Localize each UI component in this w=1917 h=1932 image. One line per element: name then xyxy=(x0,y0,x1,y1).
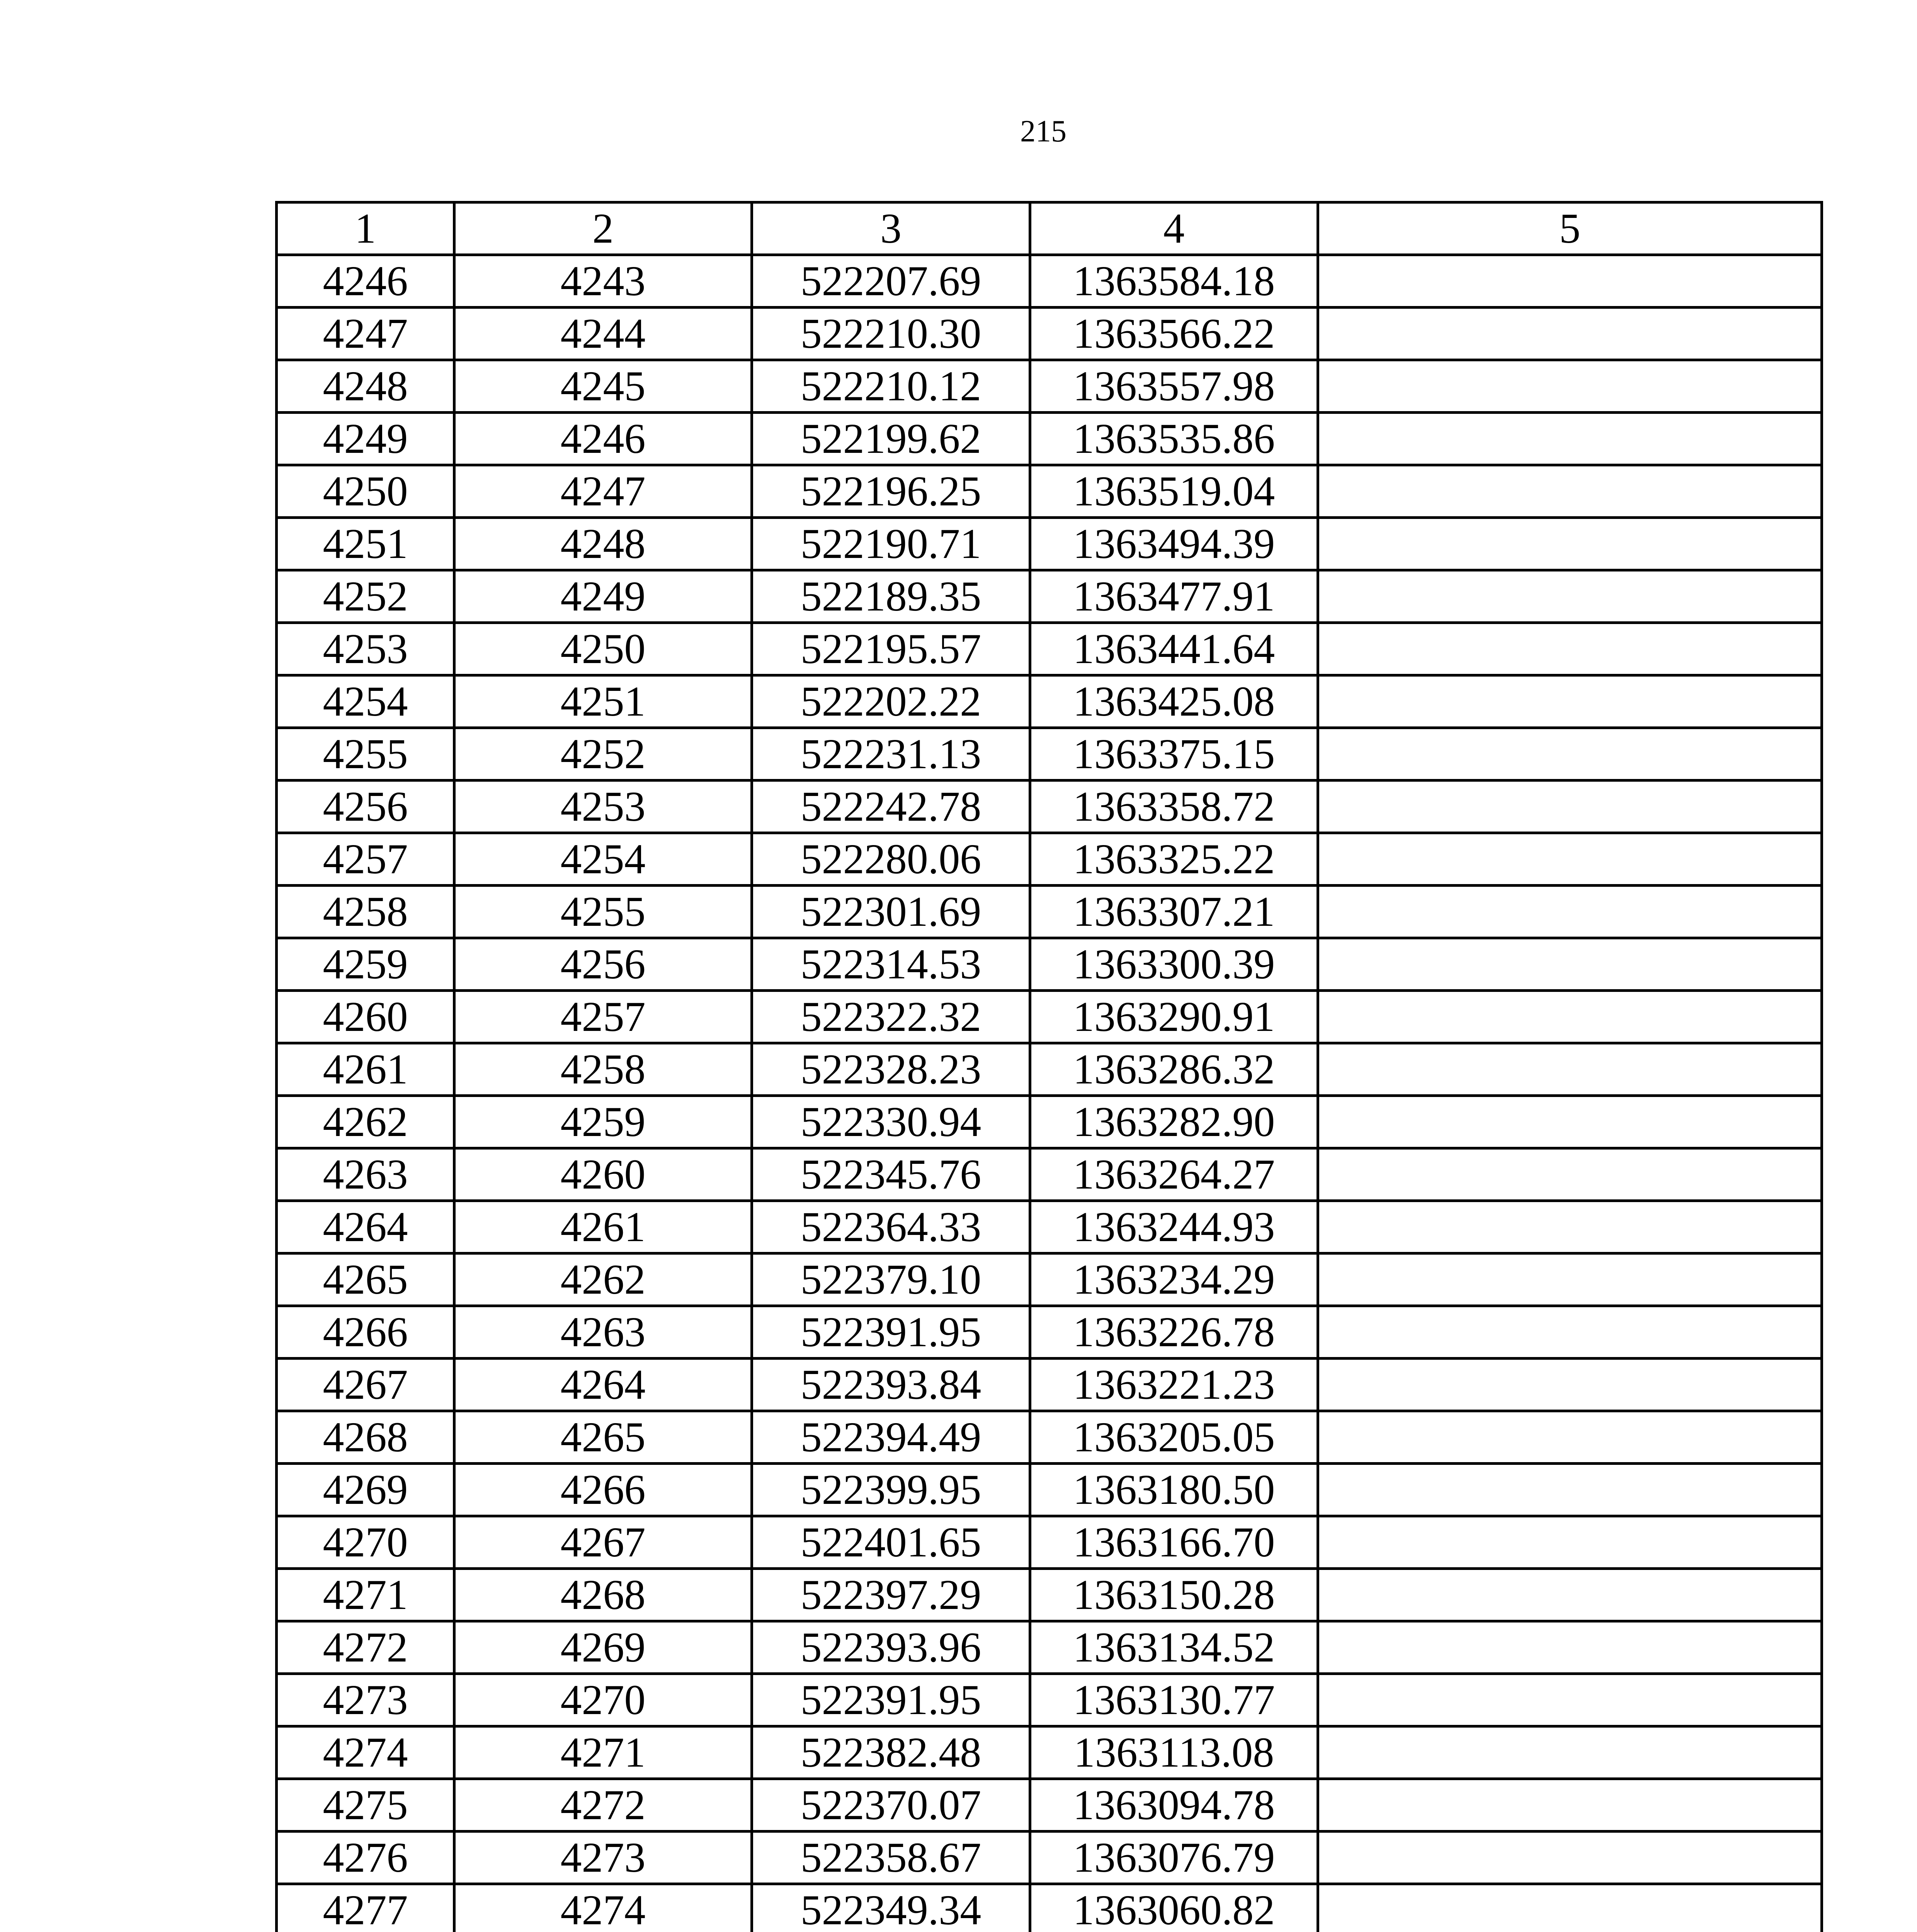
cell-point-number: 4273 xyxy=(277,1674,454,1726)
cell-note xyxy=(1318,1411,1822,1464)
table-row xyxy=(277,1148,1822,1201)
cell-previous-number: 4268 xyxy=(454,1569,752,1621)
cell-x-coordinate: 522394.49 xyxy=(752,1411,1030,1464)
cell-note xyxy=(1318,675,1822,728)
table-row xyxy=(277,1884,1822,1932)
table-row xyxy=(277,308,1822,360)
cell-note xyxy=(1318,360,1822,413)
cell-note xyxy=(1318,1464,1822,1516)
cell-x-coordinate: 522195.57 xyxy=(752,623,1030,675)
cell-y-coordinate: 1363094.78 xyxy=(1030,1779,1318,1832)
cell-point-number: 4258 xyxy=(277,886,454,938)
cell-y-coordinate: 1363290.91 xyxy=(1030,991,1318,1043)
cell-note xyxy=(1318,1096,1822,1148)
table-row xyxy=(277,728,1822,781)
cell-y-coordinate: 1363358.72 xyxy=(1030,781,1318,833)
cell-note xyxy=(1318,991,1822,1043)
cell-previous-number: 4256 xyxy=(454,938,752,991)
table-row xyxy=(277,1201,1822,1253)
cell-point-number: 4270 xyxy=(277,1516,454,1569)
cell-x-coordinate: 522189.35 xyxy=(752,570,1030,623)
cell-point-number: 4249 xyxy=(277,413,454,465)
cell-y-coordinate: 1363566.22 xyxy=(1030,308,1318,360)
cell-note xyxy=(1318,413,1822,465)
cell-point-number: 4266 xyxy=(277,1306,454,1359)
cell-x-coordinate: 522199.62 xyxy=(752,413,1030,465)
table-row xyxy=(277,1674,1822,1726)
table-body xyxy=(277,255,1822,1932)
table-row xyxy=(277,360,1822,413)
cell-previous-number: 4266 xyxy=(454,1464,752,1516)
cell-note xyxy=(1318,728,1822,781)
cell-note xyxy=(1318,1726,1822,1779)
cell-previous-number: 4252 xyxy=(454,728,752,781)
cell-y-coordinate: 1363205.05 xyxy=(1030,1411,1318,1464)
column-header-2: 2 xyxy=(454,202,752,255)
cell-point-number: 4252 xyxy=(277,570,454,623)
cell-y-coordinate: 1363557.98 xyxy=(1030,360,1318,413)
cell-y-coordinate: 1363221.23 xyxy=(1030,1359,1318,1411)
cell-y-coordinate: 1363226.78 xyxy=(1030,1306,1318,1359)
table-row xyxy=(277,1621,1822,1674)
cell-y-coordinate: 1363150.28 xyxy=(1030,1569,1318,1621)
cell-note xyxy=(1318,1516,1822,1569)
cell-y-coordinate: 1363519.04 xyxy=(1030,465,1318,518)
cell-previous-number: 4262 xyxy=(454,1253,752,1306)
page-number: 215 xyxy=(1020,114,1067,148)
cell-x-coordinate: 522382.48 xyxy=(752,1726,1030,1779)
cell-y-coordinate: 1363130.77 xyxy=(1030,1674,1318,1726)
cell-previous-number: 4258 xyxy=(454,1043,752,1096)
cell-point-number: 4268 xyxy=(277,1411,454,1464)
header-row xyxy=(277,202,1822,255)
cell-y-coordinate: 1363375.15 xyxy=(1030,728,1318,781)
table-row xyxy=(277,623,1822,675)
cell-previous-number: 4257 xyxy=(454,991,752,1043)
cell-note xyxy=(1318,833,1822,886)
cell-note xyxy=(1318,1621,1822,1674)
table-row xyxy=(277,1779,1822,1832)
cell-x-coordinate: 522210.30 xyxy=(752,308,1030,360)
cell-point-number: 4277 xyxy=(277,1884,454,1932)
table-row xyxy=(277,570,1822,623)
cell-x-coordinate: 522397.29 xyxy=(752,1569,1030,1621)
cell-point-number: 4257 xyxy=(277,833,454,886)
cell-y-coordinate: 1363300.39 xyxy=(1030,938,1318,991)
cell-previous-number: 4261 xyxy=(454,1201,752,1253)
cell-previous-number: 4247 xyxy=(454,465,752,518)
cell-y-coordinate: 1363180.50 xyxy=(1030,1464,1318,1516)
cell-x-coordinate: 522391.95 xyxy=(752,1674,1030,1726)
table-row xyxy=(277,833,1822,886)
cell-note xyxy=(1318,518,1822,570)
cell-previous-number: 4272 xyxy=(454,1779,752,1832)
cell-x-coordinate: 522379.10 xyxy=(752,1253,1030,1306)
cell-previous-number: 4264 xyxy=(454,1359,752,1411)
cell-point-number: 4267 xyxy=(277,1359,454,1411)
table-row xyxy=(277,938,1822,991)
cell-previous-number: 4259 xyxy=(454,1096,752,1148)
cell-x-coordinate: 522345.76 xyxy=(752,1148,1030,1201)
cell-note xyxy=(1318,465,1822,518)
cell-note xyxy=(1318,570,1822,623)
cell-y-coordinate: 1363286.32 xyxy=(1030,1043,1318,1096)
cell-point-number: 4269 xyxy=(277,1464,454,1516)
cell-x-coordinate: 522280.06 xyxy=(752,833,1030,886)
cell-x-coordinate: 522202.22 xyxy=(752,675,1030,728)
cell-note xyxy=(1318,255,1822,308)
cell-y-coordinate: 1363425.08 xyxy=(1030,675,1318,728)
cell-note xyxy=(1318,938,1822,991)
cell-previous-number: 4251 xyxy=(454,675,752,728)
cell-y-coordinate: 1363325.22 xyxy=(1030,833,1318,886)
table-row xyxy=(277,518,1822,570)
cell-previous-number: 4248 xyxy=(454,518,752,570)
cell-point-number: 4263 xyxy=(277,1148,454,1201)
cell-note xyxy=(1318,1832,1822,1884)
cell-point-number: 4254 xyxy=(277,675,454,728)
table-row xyxy=(277,465,1822,518)
cell-y-coordinate: 1363134.52 xyxy=(1030,1621,1318,1674)
cell-point-number: 4259 xyxy=(277,938,454,991)
cell-y-coordinate: 1363494.39 xyxy=(1030,518,1318,570)
cell-previous-number: 4244 xyxy=(454,308,752,360)
cell-point-number: 4265 xyxy=(277,1253,454,1306)
table-row xyxy=(277,1832,1822,1884)
cell-x-coordinate: 522393.96 xyxy=(752,1621,1030,1674)
cell-y-coordinate: 1363234.29 xyxy=(1030,1253,1318,1306)
cell-note xyxy=(1318,1306,1822,1359)
table-row xyxy=(277,255,1822,308)
cell-point-number: 4246 xyxy=(277,255,454,308)
cell-previous-number: 4253 xyxy=(454,781,752,833)
table-row xyxy=(277,1359,1822,1411)
table-row xyxy=(277,413,1822,465)
cell-point-number: 4251 xyxy=(277,518,454,570)
table-row xyxy=(277,1306,1822,1359)
cell-point-number: 4248 xyxy=(277,360,454,413)
cell-previous-number: 4274 xyxy=(454,1884,752,1932)
cell-point-number: 4272 xyxy=(277,1621,454,1674)
column-header-5: 5 xyxy=(1318,202,1822,255)
cell-x-coordinate: 522401.65 xyxy=(752,1516,1030,1569)
cell-x-coordinate: 522391.95 xyxy=(752,1306,1030,1359)
cell-previous-number: 4269 xyxy=(454,1621,752,1674)
cell-point-number: 4255 xyxy=(277,728,454,781)
cell-x-coordinate: 522231.13 xyxy=(752,728,1030,781)
cell-previous-number: 4254 xyxy=(454,833,752,886)
coordinates-table-container xyxy=(275,201,1823,1932)
cell-point-number: 4253 xyxy=(277,623,454,675)
table-row xyxy=(277,1043,1822,1096)
cell-previous-number: 4273 xyxy=(454,1832,752,1884)
cell-note xyxy=(1318,1779,1822,1832)
cell-x-coordinate: 522358.67 xyxy=(752,1832,1030,1884)
cell-point-number: 4262 xyxy=(277,1096,454,1148)
coordinates-table xyxy=(275,201,1823,1932)
table-row xyxy=(277,1569,1822,1621)
cell-x-coordinate: 522196.25 xyxy=(752,465,1030,518)
cell-previous-number: 4267 xyxy=(454,1516,752,1569)
cell-y-coordinate: 1363060.82 xyxy=(1030,1884,1318,1932)
cell-note xyxy=(1318,1359,1822,1411)
table-row xyxy=(277,1464,1822,1516)
column-header-4: 4 xyxy=(1030,202,1318,255)
table-row xyxy=(277,781,1822,833)
table-header xyxy=(277,202,1822,255)
column-header-3: 3 xyxy=(752,202,1030,255)
cell-y-coordinate: 1363282.90 xyxy=(1030,1096,1318,1148)
cell-y-coordinate: 1363307.21 xyxy=(1030,886,1318,938)
table-row xyxy=(277,886,1822,938)
cell-point-number: 4274 xyxy=(277,1726,454,1779)
cell-note xyxy=(1318,1043,1822,1096)
cell-point-number: 4260 xyxy=(277,991,454,1043)
table-row xyxy=(277,991,1822,1043)
table-row xyxy=(277,1726,1822,1779)
cell-previous-number: 4245 xyxy=(454,360,752,413)
cell-x-coordinate: 522190.71 xyxy=(752,518,1030,570)
cell-x-coordinate: 522322.32 xyxy=(752,991,1030,1043)
cell-x-coordinate: 522301.69 xyxy=(752,886,1030,938)
cell-previous-number: 4243 xyxy=(454,255,752,308)
cell-note xyxy=(1318,1148,1822,1201)
column-header-1: 1 xyxy=(277,202,454,255)
cell-x-coordinate: 522364.33 xyxy=(752,1201,1030,1253)
table-row xyxy=(277,1411,1822,1464)
cell-point-number: 4256 xyxy=(277,781,454,833)
cell-previous-number: 4246 xyxy=(454,413,752,465)
cell-note xyxy=(1318,781,1822,833)
cell-x-coordinate: 522399.95 xyxy=(752,1464,1030,1516)
cell-x-coordinate: 522207.69 xyxy=(752,255,1030,308)
cell-y-coordinate: 1363166.70 xyxy=(1030,1516,1318,1569)
cell-previous-number: 4260 xyxy=(454,1148,752,1201)
cell-y-coordinate: 1363535.86 xyxy=(1030,413,1318,465)
cell-previous-number: 4249 xyxy=(454,570,752,623)
cell-note xyxy=(1318,1674,1822,1726)
cell-previous-number: 4263 xyxy=(454,1306,752,1359)
cell-previous-number: 4270 xyxy=(454,1674,752,1726)
cell-previous-number: 4250 xyxy=(454,623,752,675)
cell-y-coordinate: 1363264.27 xyxy=(1030,1148,1318,1201)
table-row xyxy=(277,1516,1822,1569)
cell-note xyxy=(1318,1201,1822,1253)
cell-x-coordinate: 522370.07 xyxy=(752,1779,1030,1832)
cell-point-number: 4264 xyxy=(277,1201,454,1253)
cell-y-coordinate: 1363076.79 xyxy=(1030,1832,1318,1884)
cell-note xyxy=(1318,1253,1822,1306)
cell-x-coordinate: 522330.94 xyxy=(752,1096,1030,1148)
cell-note xyxy=(1318,886,1822,938)
cell-point-number: 4275 xyxy=(277,1779,454,1832)
cell-point-number: 4247 xyxy=(277,308,454,360)
cell-point-number: 4271 xyxy=(277,1569,454,1621)
cell-x-coordinate: 522242.78 xyxy=(752,781,1030,833)
cell-x-coordinate: 522328.23 xyxy=(752,1043,1030,1096)
table-row xyxy=(277,1253,1822,1306)
cell-previous-number: 4265 xyxy=(454,1411,752,1464)
cell-previous-number: 4271 xyxy=(454,1726,752,1779)
table-row xyxy=(277,675,1822,728)
cell-x-coordinate: 522393.84 xyxy=(752,1359,1030,1411)
cell-x-coordinate: 522314.53 xyxy=(752,938,1030,991)
cell-note xyxy=(1318,308,1822,360)
cell-point-number: 4250 xyxy=(277,465,454,518)
cell-x-coordinate: 522349.34 xyxy=(752,1884,1030,1932)
cell-y-coordinate: 1363113.08 xyxy=(1030,1726,1318,1779)
cell-note xyxy=(1318,1569,1822,1621)
cell-x-coordinate: 522210.12 xyxy=(752,360,1030,413)
cell-note xyxy=(1318,1884,1822,1932)
cell-y-coordinate: 1363477.91 xyxy=(1030,570,1318,623)
cell-y-coordinate: 1363244.93 xyxy=(1030,1201,1318,1253)
cell-y-coordinate: 1363441.64 xyxy=(1030,623,1318,675)
cell-y-coordinate: 1363584.18 xyxy=(1030,255,1318,308)
cell-point-number: 4261 xyxy=(277,1043,454,1096)
table-row xyxy=(277,1096,1822,1148)
cell-previous-number: 4255 xyxy=(454,886,752,938)
cell-point-number: 4276 xyxy=(277,1832,454,1884)
cell-note xyxy=(1318,623,1822,675)
